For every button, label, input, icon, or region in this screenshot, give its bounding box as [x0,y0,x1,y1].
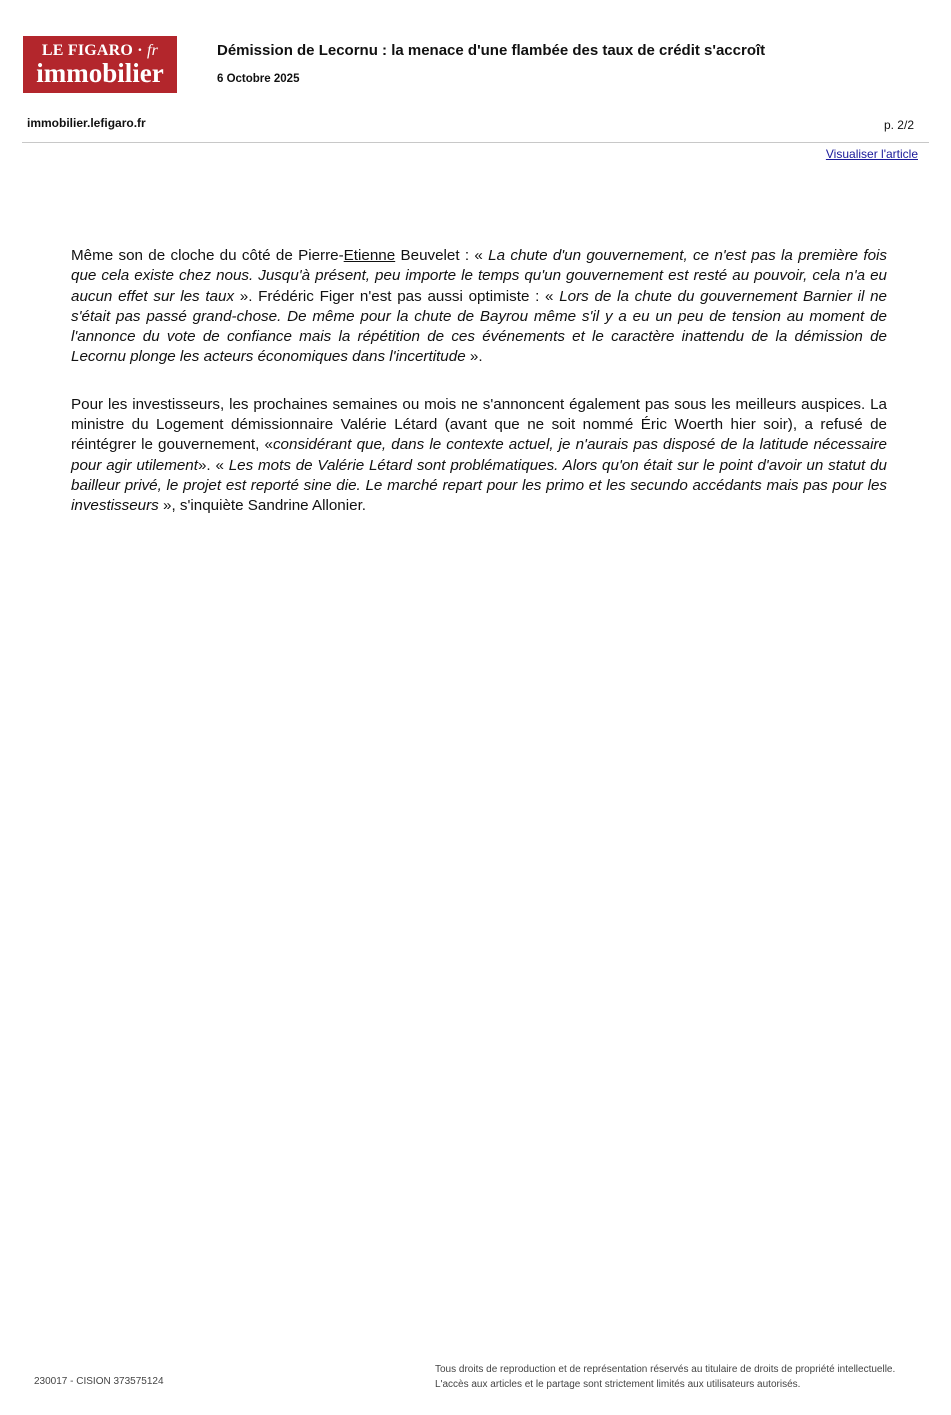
page-number: p. 2/2 [883,118,914,132]
logo-fr-text: fr [147,42,159,59]
view-article-link[interactable]: Visualiser l'article [825,147,918,161]
article-paragraph [71,246,887,368]
text-run: ». « [197,456,229,474]
article-paragraph [71,395,887,517]
text-run: Même son de cloche du côté de Pierre- [71,247,344,264]
rights-line: L'accès aux articles et le partage sont strictement limités aux utilisateurs autorisés. [435,1379,801,1390]
le-figaro-immobilier-logo [23,36,177,93]
text-run: ». Frédéric Figer n'est pas aussi optimiste : « [234,287,560,305]
rights-line: Tous droits de reproduction et de représentation réservés au titulaire de droits de propriété intellectuelle. [435,1364,896,1375]
text-run: Beuvelet : « [395,247,489,264]
quote-text: Les mots de Valérie Létard sont problématiques. Alors qu'on était sur le point d'avoir un statut du bailleur privé, le projet est reporté sine die. Le marché repart pour les primo et les secundo accédants mais pas pour les investisseurs [71,456,887,515]
footer-rights-notice [435,1362,920,1392]
logo-immobilier-text: immobilier [36,58,164,88]
logo-brand-text: LE FIGARO [41,42,134,59]
quote-text: considérant que, dans le contexte actuel, je n'aurais pas disposé de la latitude nécessaire pour agir utilement [71,436,887,474]
text-run: ». [465,348,483,366]
text-run: Pour les investisseurs, les prochaines semaines ou mois ne s'annoncent également pas sous les meilleurs auspices. La ministre du Logement démissionnaire Valérie Létard (avant que ne soit nommé Éric Woerth hier soir), a refusé de réintégrer le gouvernement, « [71,395,887,454]
article-body [71,246,887,544]
text-run: », s'inquiète Sandrine Allonier. [158,497,367,515]
footer-document-id: 230017 - CISION 373575124 [34,1376,164,1387]
underlined-name: Etienne [343,247,396,264]
article-date: 6 Octobre 2025 [217,73,300,85]
logo-top-line [42,42,158,59]
quote-text: La chute d'un gouvernement, ce n'est pas la première fois que cela existe chez nous. Jusqu'à présent, peu importe le temps qu'un gouvernement est resté au pouvoir, cela n'a eu aucun effet sur les taux [71,247,888,305]
article-title: Démission de Lecornu : la menace d'une flambée des taux de crédit s'accroît [217,42,766,59]
quote-text: Lors de la chute du gouvernement Barnier il ne s'était pas passé grand-chose. De même pour la chute de Bayrou même s'il y a eu un peu de tension au moment de l'annonce du vote de confiance mais la répétition de ces événements et le caractère inattendu de la démission de Lecornu plonge les acteurs économiques dans l'incertitude [71,287,887,366]
source-site: immobilier.lefigaro.fr [27,116,146,130]
header-divider [22,142,929,143]
logo-dot: · [137,42,143,59]
